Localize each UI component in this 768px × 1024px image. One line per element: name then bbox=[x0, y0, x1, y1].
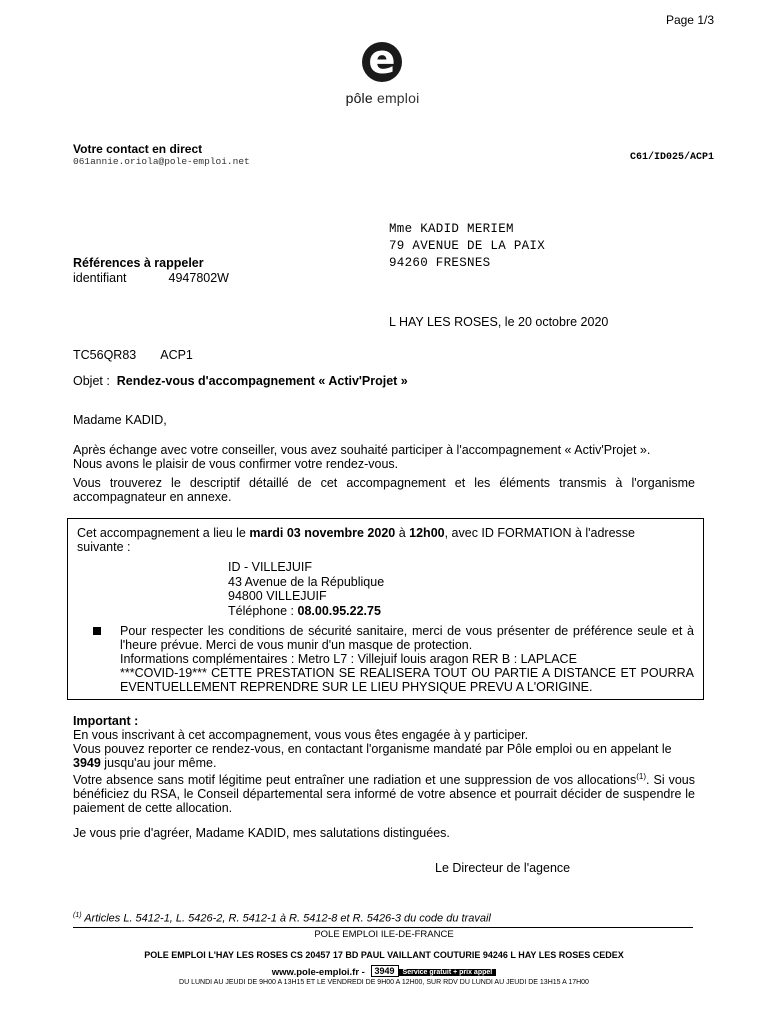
recipient-street: 79 AVENUE DE LA PAIX bbox=[389, 239, 546, 253]
page-number: Page 1/3 bbox=[665, 13, 714, 27]
identifier-line bbox=[73, 271, 229, 285]
organisation-address bbox=[228, 560, 384, 618]
footer-divider bbox=[73, 927, 693, 928]
phone-badge: 3949 bbox=[371, 965, 399, 977]
place-date: L HAY LES ROSES, le 20 octobre 2020 bbox=[389, 315, 609, 329]
phone-note: Service gratuit + prix appel bbox=[399, 969, 497, 976]
footer-hours: DU LUNDI AU JEUDI DE 9H00 A 13H15 ET LE VENDREDI DE 9H00 A 12H00, SUR RDV DU LUNDI AU JEUDI DE 13H15 A 17H00 bbox=[179, 979, 589, 986]
footnote: $^{(1)}$ Articles L. 5412-1, L. 5426-2, R. 5412-1 à R. 5412-8 et R. 5426-3 du code du travail bbox=[73, 912, 491, 925]
organisation-street: 43 Avenue de la République bbox=[228, 574, 385, 589]
signature: Le Directeur de l'agence bbox=[435, 861, 571, 875]
logo-wordmark: pôle emploi bbox=[345, 90, 420, 106]
bullet-square-icon bbox=[93, 627, 101, 635]
contact-title: Votre contact en direct bbox=[73, 142, 203, 156]
recipient-name: Mme KADID MERIEM bbox=[389, 222, 514, 236]
appointment-date: mardi 03 novembre 2020 bbox=[249, 526, 396, 540]
recipient-city: 94260 FRESNES bbox=[389, 256, 491, 270]
paragraph-intro: Après échange avec votre conseiller, vous avez souhaité participer à l'accompagnement « Activ'Projet ». Nous avons le plaisir de vous confirmer votre rendez-vous. bbox=[73, 443, 651, 471]
closing-formula: Je vous prie d'agréer, Madame KADID, mes salutations distinguées. bbox=[73, 826, 450, 840]
sanitary-info: Pour respecter les conditions de sécurité sanitaire, merci de vous présenter de préférence seule et à l'heure prévue. Merci de vous munir d'un masque de protection. Informations complémentaires : Metro L7 : Villejuif louis aragon RER B : LAPLACE ***COVID-19*** CETTE PRESTATION SE REALISERA TOUT OU PARTIE A DISTANCE ET POURRA EVENTUELLEMENT REPRENDRE SUR LE LIEU PHYSIQUE PREVU A L'ORIGINE. bbox=[120, 624, 694, 694]
organisation-name: ID - VILLEJUIF bbox=[228, 560, 313, 574]
footer-region: POLE EMPLOI ILE-DE-FRANCE bbox=[314, 929, 454, 940]
code-2: ACP1 bbox=[160, 348, 193, 362]
organisation-city: 94800 VILLEJUIF bbox=[228, 589, 327, 603]
appointment-details: Cet accompagnement a lieu le mardi 03 novembre 2020 à 12h00, avec ID FORMATION à l'adresse bbox=[77, 526, 636, 540]
document-code: C61/ID025/ACP1 bbox=[629, 152, 714, 163]
footer-address: POLE EMPLOI L'HAY LES ROSES CS 20457 17 BD PAUL VAILLANT COUTURIE 94246 L HAY LES ROSES CEDEX bbox=[144, 950, 624, 960]
logo-mark-letter: e bbox=[368, 37, 396, 83]
pole-emploi-logo bbox=[340, 37, 425, 122]
contact-email: 061annie.oriola@pole-emploi.net bbox=[73, 156, 250, 167]
subject-label: Objet : bbox=[73, 374, 110, 388]
references-title: Références à rappeler bbox=[73, 256, 204, 270]
reference-codes bbox=[73, 348, 193, 362]
recipient-address bbox=[389, 221, 545, 272]
organisation-phone: Téléphone : 08.00.95.22.75 bbox=[228, 603, 381, 618]
important-section: Important : En vous inscrivant à cet accompagnement, vous vous êtes engagée à y participer. Vous pouvez reporter ce rendez-vous, en contactant l'organisme mandaté par Pôle emploi ou en appelant le 3949 jusqu'au jour même. Votre absence sans motif légitime peut entraîner une radiation et une suppression de vos allocations$^{(1)}$. Si vous bénéficiez du RSA, le Conseil départemental sera informé de votre absence et pourrait décider de suspendre le paiement de cette allocation. bbox=[73, 714, 695, 816]
important-title: Important : bbox=[73, 714, 139, 728]
website-link[interactable]: www.pole-emploi.fr - bbox=[271, 967, 368, 978]
salutation: Madame KADID, bbox=[73, 413, 167, 427]
identifier-label: identifiant bbox=[73, 271, 127, 285]
footer-contact bbox=[0, 965, 768, 978]
appointment-time: 12h00 bbox=[409, 526, 445, 540]
subject-line bbox=[73, 374, 408, 388]
code-1: TC56QR83 bbox=[73, 348, 137, 362]
subject-value: Rendez-vous d'accompagnement « Activ'Projet » bbox=[116, 374, 408, 388]
paragraph-annex: Vous trouverez le descriptif détaillé de cet accompagnement et les éléments transmis à l'organisme accompagnateur en annexe. bbox=[73, 476, 695, 504]
identifier-value: 4947802W bbox=[168, 271, 229, 285]
